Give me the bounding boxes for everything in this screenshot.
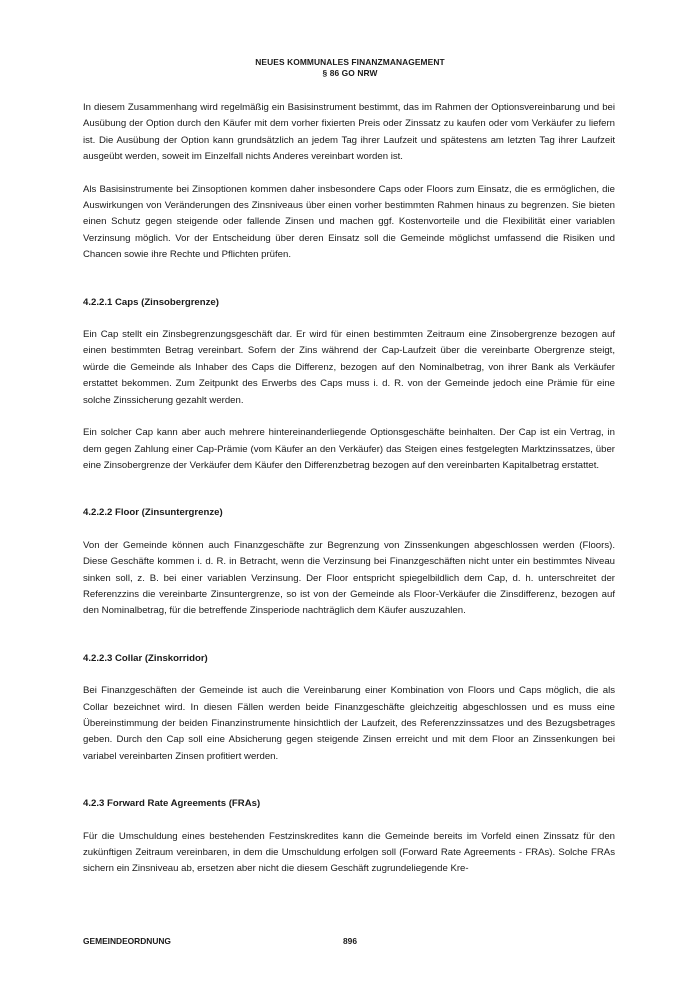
paragraph-cap-definition: Ein Cap stellt ein Zinsbegrenzungsgeschäft dar. Er wird für einen bestimmten Zeitraum eine Zinsobergrenze bezogen auf einen bestimmten Betrag vereinbart. Sofern der Zins während der Cap-Laufzeit über die vereinbarte Obergrenze steigt, würde die Gemeinde als Inhaber des Caps die Differenz, bezogen auf den Nominalbetrag, von ihrer Bank als Verkäufer erstattet bekommen. Zum Zeitpunkt des Erwerbs des Caps muss i. d. R. von der Gemeinde jedoch eine Prämie für eine solche Zinssicherung gezahlt werden. <box>83 329 615 406</box>
header-title: NEUES KOMMUNALES FINANZMANAGEMENT <box>255 57 445 67</box>
paragraph-cap-contract: Ein solcher Cap kann aber auch mehrere hintereinanderliegende Optionsgeschäfte beinhalten. Der Cap ist ein Vertrag, in dem gegen Zahlung einer Cap-Prämie (vom Käufer an den Verkäufer) das Steigen eines festgelegten Marktzinssatzes, über eine Zinsobergrenze der Verkäufer dem Käufer den Differenzbetrag bezogen auf den vereinbarten Kapitalbetrag erstattet. <box>83 427 615 471</box>
paragraph-floor-definition: Von der Gemeinde können auch Finanzgeschäfte zur Begrenzung von Zinssenkungen abgeschlossen werden (Floors). Diese Geschäfte kommen i. d. R. in Betracht, wenn die Verzinsung bei Finanzgeschäften nicht unter ein bestimmtes Niveau sinken soll, z. B. bei einer variablen Verzinsung. Der Floor entspricht spiegelbildlich dem Cap, d. h. unterschreitet der Referenzzins die vereinbarte Zinsuntergrenze, so ist von der Gemeinde als Floor-Verkäufer die Zinsdifferenz, bezogen auf den Nominalbetrag, für die betreffende Zinsperiode nachträglich dem Käufer auszuzahlen. <box>83 539 615 617</box>
paragraph-fra-definition: Für die Umschuldung eines bestehenden Festzinskredites kann die Gemeinde bereits im Vorfeld einen Zinssatz für den zukünftigen Zeitraum vereinbaren, in dem die Umschuldung erfolgen soll (Forward Rate Agreements - FRAs). Solche FRAs sichern ein Zinsniveau ab, ersetzen aber nicht die diesem Geschäft zugrundeliegende Kre- <box>83 830 615 875</box>
section-heading-fra: 4.2.3 Forward Rate Agreements (FRAs) <box>83 798 261 810</box>
header-subtitle: § 86 GO NRW <box>322 68 378 78</box>
page-header <box>0 57 700 79</box>
page-content <box>83 100 615 878</box>
page-number: 896 <box>343 936 357 946</box>
paragraph-collar-definition: Bei Finanzgeschäften der Gemeinde ist auch die Vereinbarung einer Kombination von Floors und Caps möglich, die als Collar bezeichnet wird. In diesen Fällen werden beide Finanzgeschäfte gleichzeitig abgeschlossen und es muss eine Übereinstimmung der beiden Finanzinstrumente hinsichtlich der Laufzeit, des Referenzzinssatzes und des Bezugsbetrages geben. Durch den Cap soll eine Absicherung gegen steigende Zinsen erreicht und mit dem Floor an Zinssenkungen bei variabel vereinbarten Zinsen profitiert werden. <box>83 685 615 762</box>
section-heading-floor: 4.2.2.2 Floor (Zinsuntergrenze) <box>83 507 223 519</box>
paragraph-option-exercise: In diesem Zusammenhang wird regelmäßig ein Basisinstrument bestimmt, das im Rahmen der Optionsvereinbarung und bei Ausübung der Option durch den Käufer mit dem vorher fixierten Preis oder Zinssatz zu kaufen oder vom Verkäufer zu liefern ist. Die Ausübung der Option kann grundsätzlich an jedem Tag ihrer Laufzeit und spätestens am letzten Tag ihrer Laufzeit ausgeübt werden, soweit im Einzelfall nichts Anderes vereinbart worden ist. <box>83 102 615 163</box>
footer-label: GEMEINDEORDNUNG <box>83 936 171 946</box>
paragraph-base-instruments: Als Basisinstrumente bei Zinsoptionen kommen daher insbesondere Caps oder Floors zum Einsatz, die es ermöglichen, die Auswirkungen von Veränderungen des Zinsniveaus über einen vorher bestimmten Rahmen hinaus zu begrenzen. Sie bieten einen Schutz gegen steigende oder fallende Zinsen und machen ggf. Kostenvorteile und die Flexibilität einer variablen Verzinsung möglich. Vor der Entscheidung über deren Einsatz soll die Gemeinde möglichst umfassend die Risiken und Chancen sowie ihre Rechte und Pflichten prüfen. <box>83 183 615 261</box>
section-heading-collar: 4.2.2.3 Collar (Zinskorridor) <box>83 652 208 664</box>
section-heading-caps: 4.2.2.1 Caps (Zinsobergrenze) <box>83 296 219 308</box>
